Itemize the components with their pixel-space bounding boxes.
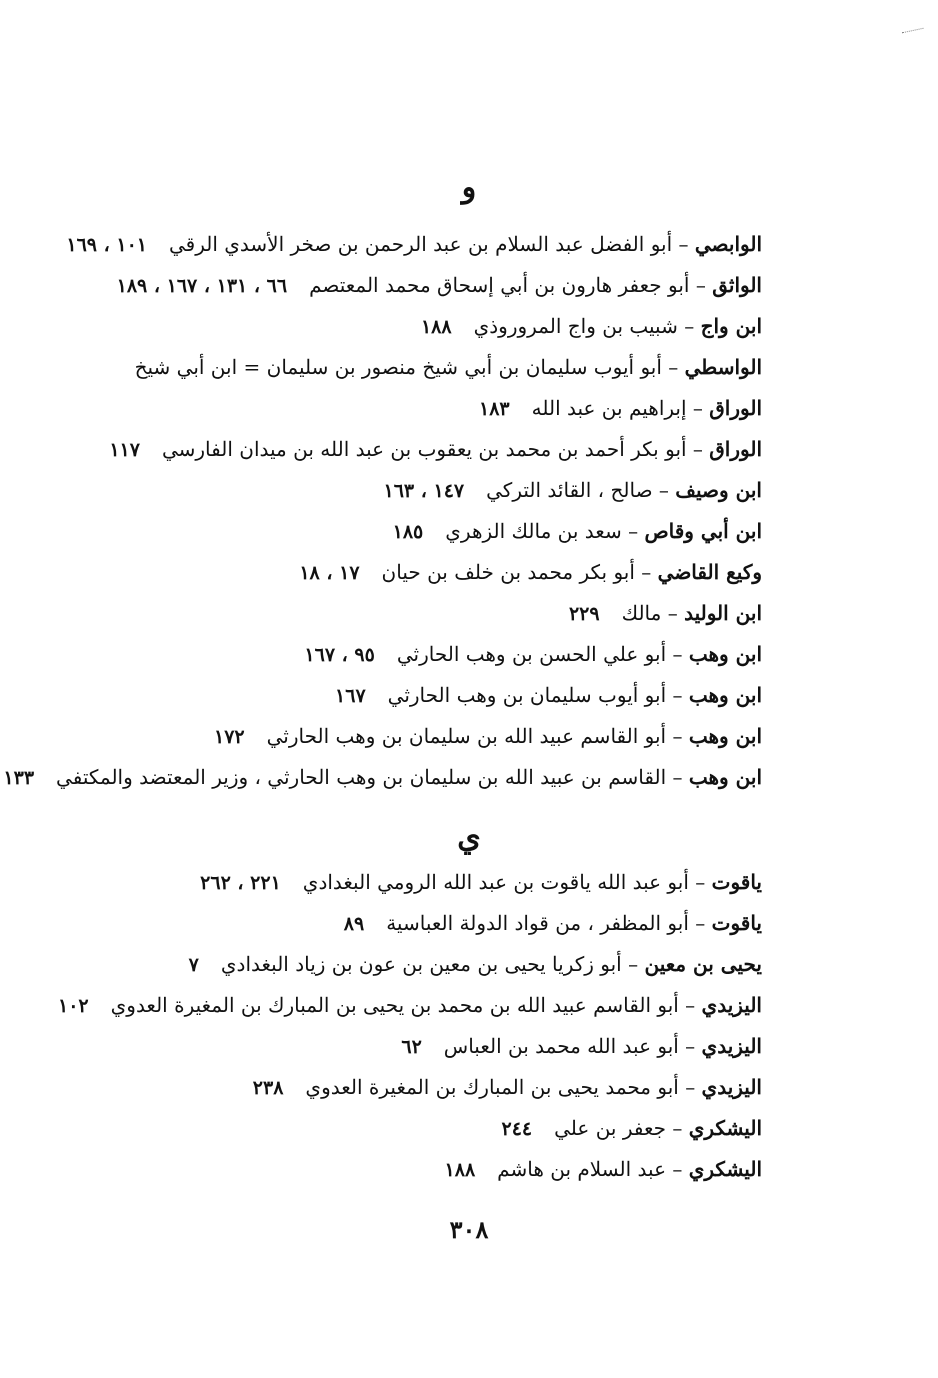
entry-name: ابن وهب <box>688 683 762 707</box>
entry-name: ياقوت <box>711 911 762 935</box>
entry-name: اليزيدي <box>701 1075 762 1099</box>
entry-description: – شبيب بن واج المروروذي <box>473 314 695 338</box>
entry-pages: ٢٤٤ <box>501 1118 533 1140</box>
index-entry <box>62 716 762 757</box>
index-entry <box>62 903 762 944</box>
index-entry <box>62 1149 762 1190</box>
entry-pages: ١٠٢ <box>58 995 89 1017</box>
index-entry <box>62 634 762 675</box>
entry-description: – أبو الفضل عبد السلام بن عبد الرحمن بن صخر الأسدي الرقي <box>168 232 689 256</box>
entry-description: – أبو أيوب سليمان بن أبي شيخ منصور بن سليمان = ابن أبي شيخ <box>134 355 679 379</box>
index-entry <box>62 429 762 470</box>
entry-name: ابن الوليد <box>684 601 762 625</box>
section-letter-ya: ي <box>457 820 481 855</box>
entry-name: ابن أبي وقاص <box>644 519 762 543</box>
entry-name: اليشكري <box>688 1116 762 1140</box>
index-entry <box>62 1067 762 1108</box>
entry-description: – سعد بن مالك الزهري <box>445 519 639 543</box>
entry-description: – أبو عبد الله ياقوت بن عبد الله الرومي البغدادي <box>302 870 706 894</box>
entry-description: – أبو القاسم عبيد الله بن سليمان بن وهب الحارثي <box>266 724 683 748</box>
entry-pages: ١٧٢ <box>214 726 245 748</box>
entry-description: – إبراهيم بن عبد الله <box>531 396 703 420</box>
index-entry <box>62 347 762 388</box>
entry-name: ياقوت <box>711 870 762 894</box>
index-entry <box>62 511 762 552</box>
entry-pages: ١٤٧ ، ١٦٣ <box>383 480 465 502</box>
index-entry <box>62 552 762 593</box>
entry-name: اليزيدي <box>701 1034 762 1058</box>
index-entry <box>62 388 762 429</box>
entry-description: – أبو عبد الله محمد بن العباس <box>443 1034 696 1058</box>
index-entry <box>62 675 762 716</box>
entry-name: ابن واج <box>700 314 762 338</box>
entry-pages: ١٨٨ <box>444 1159 476 1181</box>
entry-name: الوراق <box>709 396 762 420</box>
entry-description: – صالح ، القائد التركي <box>486 478 669 502</box>
index-entry <box>58 985 762 1026</box>
index-entry <box>62 1026 762 1067</box>
index-entry <box>62 265 762 306</box>
entry-description: – أبو أيوب سليمان بن وهب الحارثي <box>387 683 683 707</box>
entry-description: – أبو المظفر ، من قواد الدولة العباسية <box>386 911 706 935</box>
entry-pages: ١١٧ <box>109 439 140 461</box>
index-entry <box>62 862 762 903</box>
entry-description: – مالك <box>621 601 678 625</box>
entry-description: – أبو زكريا يحيى بن معين بن عون بن زياد البغدادي <box>220 952 639 976</box>
entry-pages: ١٨٨ <box>420 316 452 338</box>
entry-name: ابن وهب <box>688 724 762 748</box>
entry-pages: ١٧ ، ١٨ <box>299 562 360 584</box>
entry-name: وكيع القاضي <box>657 560 762 584</box>
entry-pages: ٨٩ <box>343 913 365 935</box>
entry-name: الوراق <box>709 437 762 461</box>
entry-pages: ٦٢ <box>401 1036 422 1058</box>
scan-speck <box>902 28 924 36</box>
entry-pages: ١٨٣ <box>479 398 510 420</box>
entry-pages: ١٣٣ <box>3 767 35 789</box>
entry-description: – جعفر بن علي <box>554 1116 683 1140</box>
entry-pages: ٦٦ ، ١٣١ ، ١٦٧ ، ١٨٩ <box>116 275 288 297</box>
entry-description: – أبو علي الحسن بن وهب الحارثي <box>396 642 683 666</box>
entry-pages: ٧ <box>188 954 199 976</box>
index-entry <box>62 944 762 985</box>
entry-name: الواثق <box>712 273 762 297</box>
entry-description: – أبو محمد يحيى بن المبارك بن المغيرة العدوي <box>305 1075 696 1099</box>
entry-pages: ٢٢١ ، ٢٦٢ <box>200 872 281 894</box>
entry-description: – عبد السلام بن هاشم <box>497 1157 683 1181</box>
entry-pages: ١٠١ ، ١٦٩ <box>66 234 147 256</box>
entry-pages: ١٨٥ <box>392 521 424 543</box>
entry-name: الواسطي <box>684 355 762 379</box>
entry-name: الوابصي <box>694 232 762 256</box>
entry-pages: ٢٢٩ <box>568 603 600 625</box>
entry-name: ابن وهب <box>688 642 762 666</box>
entries-waw <box>3 224 762 798</box>
entry-name: يحيى بن معين <box>644 952 762 976</box>
index-entry <box>62 593 762 634</box>
entry-name: ابن وهب <box>688 765 762 789</box>
section-letter-waw: و <box>461 170 477 205</box>
entry-description: – أبو بكر أحمد بن محمد بن يعقوب بن عبد الله بن ميدان الفارسي <box>161 437 703 461</box>
index-entry <box>62 224 762 265</box>
entry-description: – أبو بكر محمد بن خلف بن حيان <box>381 560 652 584</box>
entry-description: – أبو جعفر هارون بن أبي إسحاق محمد المعتصم <box>309 273 706 297</box>
index-entry <box>62 1108 762 1149</box>
index-entry <box>62 470 762 511</box>
entry-name: اليزيدي <box>701 993 762 1017</box>
entry-pages: ٢٣٨ <box>252 1077 284 1099</box>
entry-pages: ٩٥ ، ١٦٧ <box>304 644 375 666</box>
index-entry <box>3 757 762 798</box>
entry-name: ابن وصيف <box>675 478 762 502</box>
page-number: ٣٠٨ <box>449 1215 489 1244</box>
index-entry <box>62 306 762 347</box>
entry-pages: ١٦٧ <box>335 685 366 707</box>
entry-description: – أبو القاسم عبيد الله بن محمد بن يحيى بن المبارك بن المغيرة العدوي <box>110 993 696 1017</box>
entries-ya <box>58 862 762 1190</box>
entry-description: – القاسم بن عبيد الله بن سليمان بن وهب الحارثي ، وزير المعتضد والمكتفي <box>56 765 683 789</box>
entry-name: اليشكري <box>688 1157 762 1181</box>
